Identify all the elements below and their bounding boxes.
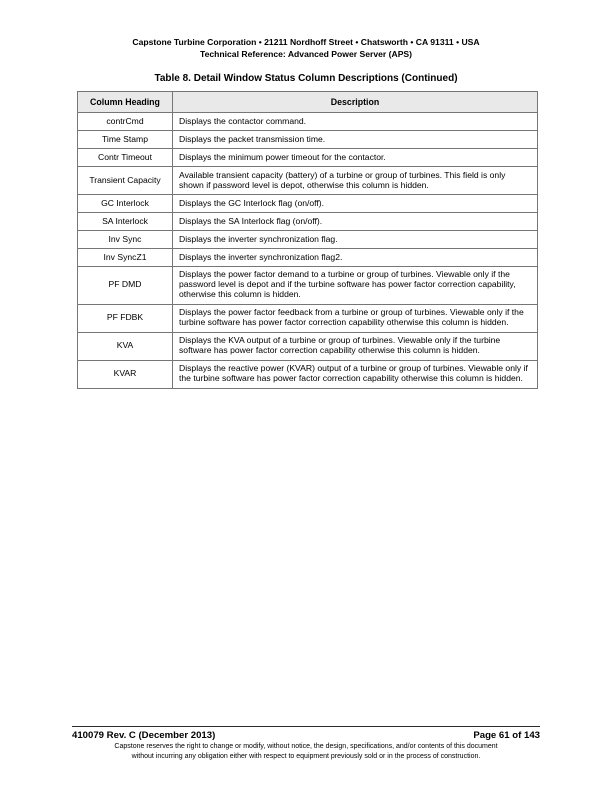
page-header bbox=[0, 0, 612, 60]
description-cell: Displays the power factor demand to a turbine or group of turbines. Viewable only if the password level is depot and if the turbine software has power factor correction capability, otherwise this column is hidden. bbox=[173, 266, 538, 304]
page-number: Page 61 of 143 bbox=[473, 730, 540, 741]
table-row bbox=[78, 304, 538, 332]
table-title: Table 8. Detail Window Status Column Descriptions (Continued) bbox=[154, 73, 458, 85]
description-cell: Displays the power factor feedback from a turbine or group of turbines. Viewable only if the turbine software has power factor correction capability otherwise this column is hidden. bbox=[173, 304, 538, 332]
description-cell: Displays the contactor command. bbox=[173, 113, 538, 131]
column-heading-header: Column Heading bbox=[78, 92, 173, 113]
table-row bbox=[78, 167, 538, 195]
status-column-table bbox=[77, 91, 538, 389]
description-cell: Displays the minimum power timeout for the contactor. bbox=[173, 149, 538, 167]
column-heading-cell: PF FDBK bbox=[78, 304, 173, 332]
table-row bbox=[78, 231, 538, 249]
footer-fine-print bbox=[72, 742, 540, 762]
table-row bbox=[78, 113, 538, 131]
column-heading-cell: contrCmd bbox=[78, 113, 173, 131]
description-cell: Displays the packet transmission time. bbox=[173, 131, 538, 149]
description-cell: Displays the inverter synchronization flag. bbox=[173, 231, 538, 249]
table-row bbox=[78, 332, 538, 360]
column-heading-cell: Time Stamp bbox=[78, 131, 173, 149]
fine-print-line-2: without incurring any obligation either with respect to equipment previously sold or in the process of construction. bbox=[131, 753, 481, 761]
column-heading-cell: GC Interlock bbox=[78, 195, 173, 213]
column-heading-cell: SA Interlock bbox=[78, 213, 173, 231]
column-heading-cell: Transient Capacity bbox=[78, 167, 173, 195]
table-row bbox=[78, 266, 538, 304]
table-row bbox=[78, 131, 538, 149]
column-heading-cell: KVA bbox=[78, 332, 173, 360]
description-cell: Displays the GC Interlock flag (on/off). bbox=[173, 195, 538, 213]
document-reference-line: Technical Reference: Advanced Power Server (APS) bbox=[199, 49, 413, 60]
column-heading-cell: Inv Sync bbox=[78, 231, 173, 249]
page-footer bbox=[72, 726, 540, 762]
description-header: Description bbox=[173, 92, 538, 113]
description-cell: Displays the reactive power (KVAR) output of a turbine or group of turbines. Viewable only if the turbine software has power factor correction capability otherwise this column is hidden. bbox=[173, 360, 538, 388]
description-cell: Displays the SA Interlock flag (on/off). bbox=[173, 213, 538, 231]
table-row bbox=[78, 360, 538, 388]
description-cell: Displays the inverter synchronization flag2. bbox=[173, 249, 538, 267]
table-row bbox=[78, 213, 538, 231]
column-heading-cell: Contr Timeout bbox=[78, 149, 173, 167]
table-row bbox=[78, 195, 538, 213]
company-address-line: Capstone Turbine Corporation • 21211 Nordhoff Street • Chatsworth • CA 91311 • USA bbox=[132, 37, 480, 47]
table-row bbox=[78, 149, 538, 167]
document-revision: 410079 Rev. C (December 2013) bbox=[72, 730, 216, 741]
column-heading-cell: PF DMD bbox=[78, 266, 173, 304]
table-header-row bbox=[78, 92, 538, 113]
column-heading-cell: KVAR bbox=[78, 360, 173, 388]
fine-print-line-1: Capstone reserves the right to change or modify, without notice, the design, specifications, and/or contents of this document bbox=[114, 743, 498, 750]
description-cell: Available transient capacity (battery) of a turbine or group of turbines. This field is only shown if password level is depot, otherwise this column is hidden. bbox=[173, 167, 538, 195]
column-heading-cell: Inv SyncZ1 bbox=[78, 249, 173, 267]
table-row bbox=[78, 249, 538, 267]
description-cell: Displays the KVA output of a turbine or group of turbines. Viewable only if the turbine software has power factor correction capability otherwise this column is hidden. bbox=[173, 332, 538, 360]
